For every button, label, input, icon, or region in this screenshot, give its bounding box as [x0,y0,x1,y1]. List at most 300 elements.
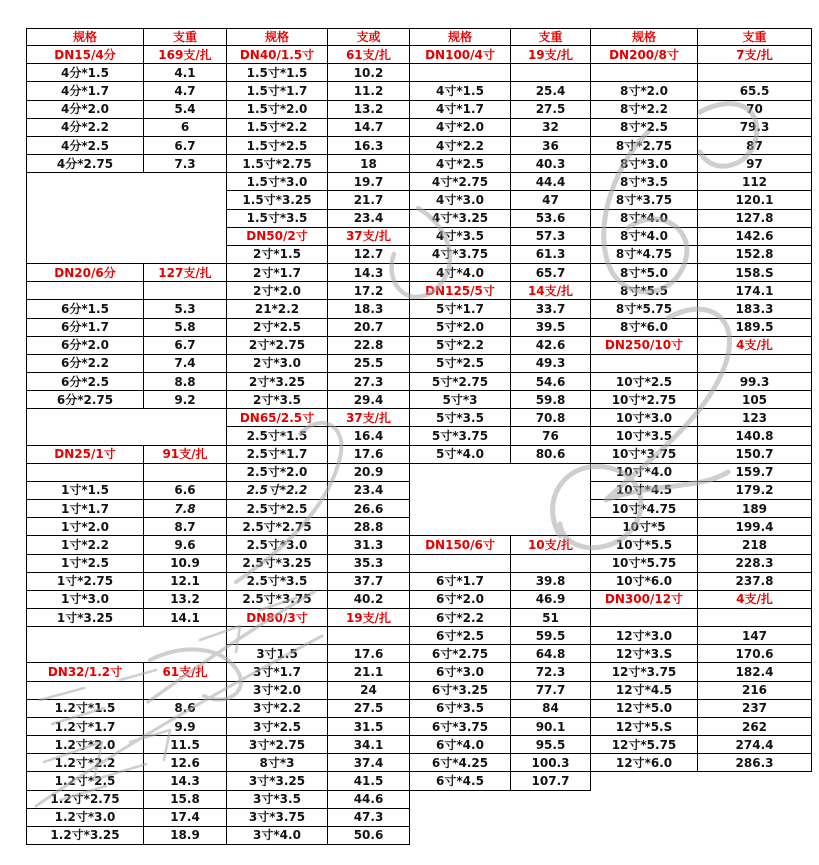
weight-cell: 40.2 [328,591,410,609]
weight-cell: 57.3 [511,228,591,246]
spec-cell: 4寸*1.7 [410,101,511,119]
weight-cell: 5.8 [144,319,227,337]
weight-cell: 54.6 [511,373,591,391]
spec-cell: 4寸*3.5 [410,228,511,246]
weight-cell: 31.3 [328,536,410,554]
spec-cell: 12寸*3.0 [591,627,698,645]
weight-cell: 4.7 [144,82,227,100]
weight-cell: 87 [698,137,812,155]
weight-cell: 34.1 [328,736,410,754]
weight-cell: 33.7 [511,300,591,318]
weight-cell: 21.7 [328,191,410,209]
spec-cell: 10寸*2.5 [591,373,698,391]
spec-cell: 6分*2.75 [26,391,144,409]
weight-cell: 189 [698,500,812,518]
empty-spec-cell [26,464,144,482]
spec-cell: 1.5寸*3.0 [227,173,328,191]
weight-cell: 44.6 [328,791,410,809]
spec-cell: 3寸*2.2 [227,700,328,718]
weight-cell: 9.9 [144,718,227,736]
header-weight-cell: 支重 [144,28,227,46]
empty-merged-cell [26,409,227,445]
weight-cell: 65.7 [511,264,591,282]
weight-cell: 9.2 [144,391,227,409]
spec-cell: 6寸*2.0 [410,591,511,609]
weight-cell: 4.1 [144,64,227,82]
empty-spec-cell [591,355,698,373]
weight-cell: 37.4 [328,754,410,772]
weight-cell: 286.3 [698,754,812,772]
spec-cell: 12寸*6.0 [591,754,698,772]
spec-cell: 2.5寸*2.2 [227,482,328,500]
weight-cell: 182.4 [698,663,812,681]
section-spec-cell: DN200/8寸 [591,46,698,64]
weight-cell: 95.5 [511,736,591,754]
spec-cell: 10寸*6.0 [591,573,698,591]
section-spec-cell: DN20/6分 [26,264,144,282]
spec-cell: 12寸*5.75 [591,736,698,754]
spec-cell: 2寸*3.25 [227,373,328,391]
weight-cell: 5.3 [144,300,227,318]
spec-cell: 12寸*3.S [591,645,698,663]
header-spec-cell: 规格 [410,28,511,46]
weight-cell: 16.3 [328,137,410,155]
spec-cell: 5寸*3 [410,391,511,409]
spec-cell: 5寸*2.0 [410,319,511,337]
spec-cell: 2寸*3.0 [227,355,328,373]
weight-cell: 19.7 [328,173,410,191]
section-spec-cell: DN40/1.5寸 [227,46,328,64]
weight-cell: 59.8 [511,391,591,409]
spec-cell: 10寸*2.75 [591,391,698,409]
weight-cell: 14.3 [328,264,410,282]
weight-cell: 140.8 [698,427,812,445]
empty-weight-cell [698,609,812,627]
spec-cell: 3寸*3.75 [227,809,328,827]
spec-cell: 8寸*3.75 [591,191,698,209]
spec-cell: 1.2寸*1.5 [26,700,144,718]
spec-cell: 4寸*2.5 [410,155,511,173]
spec-cell: 1.5寸*2.0 [227,101,328,119]
section-weight-cell: 19支/扎 [328,609,410,627]
weight-cell: 7.3 [144,155,227,173]
weight-cell: 105 [698,391,812,409]
weight-cell: 39.8 [511,573,591,591]
header-weight-cell: 支或 [328,28,410,46]
weight-cell: 10.9 [144,555,227,573]
spec-cell: 4寸*2.2 [410,137,511,155]
weight-cell: 10.2 [328,64,410,82]
weight-cell: 107.7 [511,772,591,790]
spec-cell: 1.2寸*2.2 [26,754,144,772]
weight-cell: 15.8 [144,791,227,809]
weight-cell: 17.6 [328,446,410,464]
spec-cell: 4分*2.5 [26,137,144,155]
section-spec-cell: DN250/10寸 [591,337,698,355]
empty-weight-cell [511,64,591,82]
weight-cell: 16.4 [328,427,410,445]
spec-cell: 10寸*4.75 [591,500,698,518]
weight-cell: 7.4 [144,355,227,373]
spec-cell: 10寸*5.5 [591,536,698,554]
weight-cell: 6.7 [144,137,227,155]
weight-cell: 40.3 [511,155,591,173]
empty-weight-cell [144,682,227,700]
weight-cell: 20.7 [328,319,410,337]
spec-cell: 4寸*1.5 [410,82,511,100]
weight-cell: 11.5 [144,736,227,754]
spec-cell: 1寸*2.2 [26,536,144,554]
spec-cell: 1寸*2.5 [26,555,144,573]
spec-cell: 1.5寸*2.75 [227,155,328,173]
spec-cell: 6寸*3.25 [410,682,511,700]
weight-cell: 8.8 [144,373,227,391]
spec-cell: 4分*2.75 [26,155,144,173]
weight-cell: 147 [698,627,812,645]
spec-cell: 2.5寸*2.75 [227,518,328,536]
empty-merged-cell [26,627,227,663]
section-weight-cell: 4支/扎 [698,591,812,609]
weight-cell: 17.2 [328,282,410,300]
spec-cell: 6寸*4.25 [410,754,511,772]
spec-cell: 3寸*3.25 [227,772,328,790]
weight-cell: 152.8 [698,246,812,264]
weight-cell: 12.6 [144,754,227,772]
weight-cell: 100.3 [511,754,591,772]
weight-cell: 237 [698,700,812,718]
header-spec-cell: 规格 [591,28,698,46]
spec-cell: 1.5寸*1.7 [227,82,328,100]
spec-cell: 6分*1.7 [26,319,144,337]
weight-cell: 29.4 [328,391,410,409]
spec-cell: 5寸*4.0 [410,446,511,464]
spec-cell: 1寸*3.0 [26,591,144,609]
weight-cell: 27.5 [511,101,591,119]
weight-cell: 12.1 [144,573,227,591]
empty-spec-cell [591,64,698,82]
spec-cell: 8寸*4.75 [591,246,698,264]
spec-cell: 8寸*2.5 [591,119,698,137]
weight-cell: 6.6 [144,482,227,500]
weight-cell: 24 [328,682,410,700]
spec-cell: 10寸*5 [591,518,698,536]
weight-cell: 120.1 [698,191,812,209]
weight-cell: 50.6 [328,827,410,845]
section-weight-cell: 37支/扎 [328,409,410,427]
weight-cell: 27.3 [328,373,410,391]
spec-cell: 8寸*4.0 [591,210,698,228]
spec-cell: 1.5寸*3.25 [227,191,328,209]
section-weight-cell: 14支/扎 [511,282,591,300]
weight-cell: 262 [698,718,812,736]
section-weight-cell: 37支/扎 [328,228,410,246]
spec-cell: 4寸*3.25 [410,210,511,228]
spec-cell: 2寸*2.5 [227,319,328,337]
spec-cell: 1.2寸*2.0 [26,736,144,754]
weight-cell: 35.3 [328,555,410,573]
spec-cell: 6寸*4.5 [410,772,511,790]
spec-cell: 12寸*4.5 [591,682,698,700]
empty-weight-cell [144,282,227,300]
section-spec-cell: DN15/4分 [26,46,144,64]
weight-cell: 170.6 [698,645,812,663]
spec-cell: 8寸*6.0 [591,319,698,337]
spec-cell: 6分*2.2 [26,355,144,373]
spec-cell: 2.5寸*3.5 [227,573,328,591]
header-spec-cell: 规格 [26,28,144,46]
weight-cell: 158.S [698,264,812,282]
weight-cell: 70 [698,101,812,119]
empty-weight-cell [698,64,812,82]
spec-cell: 5寸*2.5 [410,355,511,373]
empty-spec-cell [410,555,511,573]
weight-cell: 31.5 [328,718,410,736]
spec-cell: 3寸*2.5 [227,718,328,736]
empty-weight-cell [698,355,812,373]
weight-cell: 7.8 [144,500,227,518]
weight-cell: 9.6 [144,536,227,554]
section-spec-cell: DN65/2.5寸 [227,409,328,427]
weight-cell: 6 [144,119,227,137]
weight-cell: 174.1 [698,282,812,300]
spec-cell: 10寸*3.75 [591,446,698,464]
section-weight-cell: 7支/扎 [698,46,812,64]
spec-cell: 3寸*2.75 [227,736,328,754]
weight-cell: 64.8 [511,645,591,663]
spec-cell: 8寸*2.0 [591,82,698,100]
weight-cell: 8.6 [144,700,227,718]
header-weight-cell: 支重 [698,28,812,46]
weight-cell: 8.7 [144,518,227,536]
spec-cell: 2.5寸*2.5 [227,500,328,518]
empty-spec-cell [26,282,144,300]
spec-cell: 5寸*3.5 [410,409,511,427]
empty-merged-cell [26,173,227,264]
weight-cell: 37.7 [328,573,410,591]
weight-cell: 216 [698,682,812,700]
weight-cell: 21.1 [328,663,410,681]
weight-cell: 159.7 [698,464,812,482]
weight-cell: 179.2 [698,482,812,500]
weight-cell: 228.3 [698,555,812,573]
spec-cell: 8寸*2.75 [591,137,698,155]
weight-cell: 112 [698,173,812,191]
section-weight-cell: 91支/扎 [144,446,227,464]
empty-weight-cell [511,555,591,573]
weight-cell: 27.5 [328,700,410,718]
weight-cell: 18.9 [144,827,227,845]
spec-cell: 5寸*1.7 [410,300,511,318]
spec-cell: 2.5寸*1.5 [227,427,328,445]
weight-cell: 22.8 [328,337,410,355]
spec-cell: 1.5寸*1.5 [227,64,328,82]
spec-cell: 3寸*4.0 [227,827,328,845]
weight-cell: 123 [698,409,812,427]
weight-cell: 72.3 [511,663,591,681]
section-spec-cell: DN150/6寸 [410,536,511,554]
spec-cell: 2寸*1.5 [227,246,328,264]
spec-cell: 8寸*3 [227,754,328,772]
spec-cell: 8寸*3.0 [591,155,698,173]
weight-cell: 274.4 [698,736,812,754]
spec-cell: 4分*1.5 [26,64,144,82]
weight-cell: 127.8 [698,210,812,228]
spec-cell: 1.2寸*2.5 [26,772,144,790]
weight-cell: 32 [511,119,591,137]
weight-cell: 90.1 [511,718,591,736]
empty-spec-cell [591,609,698,627]
spec-cell: 8寸*4.0 [591,228,698,246]
spec-cell: 8寸*2.2 [591,101,698,119]
weight-cell: 79.3 [698,119,812,137]
section-weight-cell: 61支/扎 [328,46,410,64]
weight-cell: 11.2 [328,82,410,100]
section-spec-cell: DN300/12寸 [591,591,698,609]
weight-cell: 46.9 [511,591,591,609]
weight-cell: 25.4 [511,82,591,100]
header-weight-cell: 支重 [511,28,591,46]
header-spec-cell: 规格 [227,28,328,46]
spec-cell: 4寸*2.0 [410,119,511,137]
spec-cell: 3寸1.5 [227,645,328,663]
weight-cell: 47 [511,191,591,209]
spec-cell: 6寸*1.7 [410,573,511,591]
weight-cell: 77.7 [511,682,591,700]
spec-cell: 10寸*4.5 [591,482,698,500]
weight-cell: 12.7 [328,246,410,264]
spec-cell: 2.5寸*3.0 [227,536,328,554]
weight-cell: 17.4 [144,809,227,827]
spec-cell: 1寸*3.25 [26,609,144,627]
spec-cell: 1寸*1.5 [26,482,144,500]
weight-cell: 80.6 [511,446,591,464]
section-spec-cell: DN80/3寸 [227,609,328,627]
spec-cell: 1.5寸*3.5 [227,210,328,228]
weight-cell: 218 [698,536,812,554]
weight-cell: 150.7 [698,446,812,464]
spec-cell: 5寸*3.75 [410,427,511,445]
spec-cell: 2寸*2.75 [227,337,328,355]
spec-cell: 1寸*1.7 [26,500,144,518]
section-spec-cell: DN32/1.2寸 [26,663,144,681]
weight-cell: 23.4 [328,210,410,228]
weight-cell: 65.5 [698,82,812,100]
spec-cell: 1.2寸*1.7 [26,718,144,736]
weight-cell: 183.3 [698,300,812,318]
section-weight-cell: 4支/扎 [698,337,812,355]
section-weight-cell: 127支/扎 [144,264,227,282]
spec-cell: 6分*2.0 [26,337,144,355]
empty-weight-cell [328,627,410,645]
spec-cell: 6寸*3.75 [410,718,511,736]
spec-cell: 3寸*1.7 [227,663,328,681]
spec-cell: 4寸*3.75 [410,246,511,264]
spec-cell: 12寸*5.0 [591,700,698,718]
weight-cell: 13.2 [144,591,227,609]
spec-cell: 2.5寸*1.7 [227,446,328,464]
spec-cell: 2.5寸*3.75 [227,591,328,609]
spec-cell: 5寸*2.2 [410,337,511,355]
weight-cell: 70.8 [511,409,591,427]
spec-cell: 8寸*5.0 [591,264,698,282]
weight-cell: 84 [511,700,591,718]
spec-cell: 4寸*2.75 [410,173,511,191]
spec-cell: 2寸*3.5 [227,391,328,409]
section-weight-cell: 10支/扎 [511,536,591,554]
weight-cell: 76 [511,427,591,445]
spec-cell: 8寸*5.5 [591,282,698,300]
weight-cell: 189.5 [698,319,812,337]
spec-cell: 1寸*2.75 [26,573,144,591]
spec-cell: 4寸*4.0 [410,264,511,282]
spec-cell: 5寸*2.75 [410,373,511,391]
spec-cell: 12寸*5.S [591,718,698,736]
weight-cell: 39.5 [511,319,591,337]
weight-cell: 18 [328,155,410,173]
empty-weight-cell [144,464,227,482]
weight-cell: 20.9 [328,464,410,482]
weight-cell: 28.8 [328,518,410,536]
weight-cell: 18.3 [328,300,410,318]
weight-cell: 23.4 [328,482,410,500]
empty-spec-cell [26,682,144,700]
weight-cell: 25.5 [328,355,410,373]
empty-merged-cell [410,464,591,537]
spec-weight-table [26,28,812,845]
section-weight-cell: 169支/扎 [144,46,227,64]
spec-cell: 6寸*4.0 [410,736,511,754]
weight-cell: 14.3 [144,772,227,790]
spec-cell: 6寸*2.2 [410,609,511,627]
section-spec-cell: DN50/2寸 [227,228,328,246]
section-weight-cell: 19支/扎 [511,46,591,64]
spec-cell: 1寸*2.0 [26,518,144,536]
weight-cell: 47.3 [328,809,410,827]
spec-cell: 6分*1.5 [26,300,144,318]
spec-cell: 4分*1.7 [26,82,144,100]
spec-cell: 6寸*2.5 [410,627,511,645]
spec-cell: 6寸*3.5 [410,700,511,718]
spec-cell: 2寸*1.7 [227,264,328,282]
weight-cell: 237.8 [698,573,812,591]
weight-cell: 44.4 [511,173,591,191]
spec-cell: 8寸*5.75 [591,300,698,318]
section-spec-cell: DN25/1寸 [26,446,144,464]
weight-cell: 26.6 [328,500,410,518]
weight-cell: 5.4 [144,101,227,119]
weight-cell: 6.7 [144,337,227,355]
spec-cell: 1.2寸*2.75 [26,791,144,809]
spec-cell: 4分*2.0 [26,101,144,119]
weight-cell: 199.4 [698,518,812,536]
section-weight-cell: 61支/扎 [144,663,227,681]
weight-cell: 17.6 [328,645,410,663]
spec-cell: 10寸*3.5 [591,427,698,445]
section-spec-cell: DN100/4寸 [410,46,511,64]
weight-cell: 53.6 [511,210,591,228]
spec-cell: 10寸*3.0 [591,409,698,427]
spec-cell: 2.5寸*2.0 [227,464,328,482]
spec-cell: 6分*2.5 [26,373,144,391]
spec-cell: 2.5寸*3.25 [227,555,328,573]
spec-cell: 3寸*2.0 [227,682,328,700]
spec-cell: 6寸*3.0 [410,663,511,681]
empty-spec-cell [227,627,328,645]
spec-cell: 10寸*5.75 [591,555,698,573]
weight-cell: 59.5 [511,627,591,645]
weight-cell: 41.5 [328,772,410,790]
spec-cell: 2寸*2.0 [227,282,328,300]
